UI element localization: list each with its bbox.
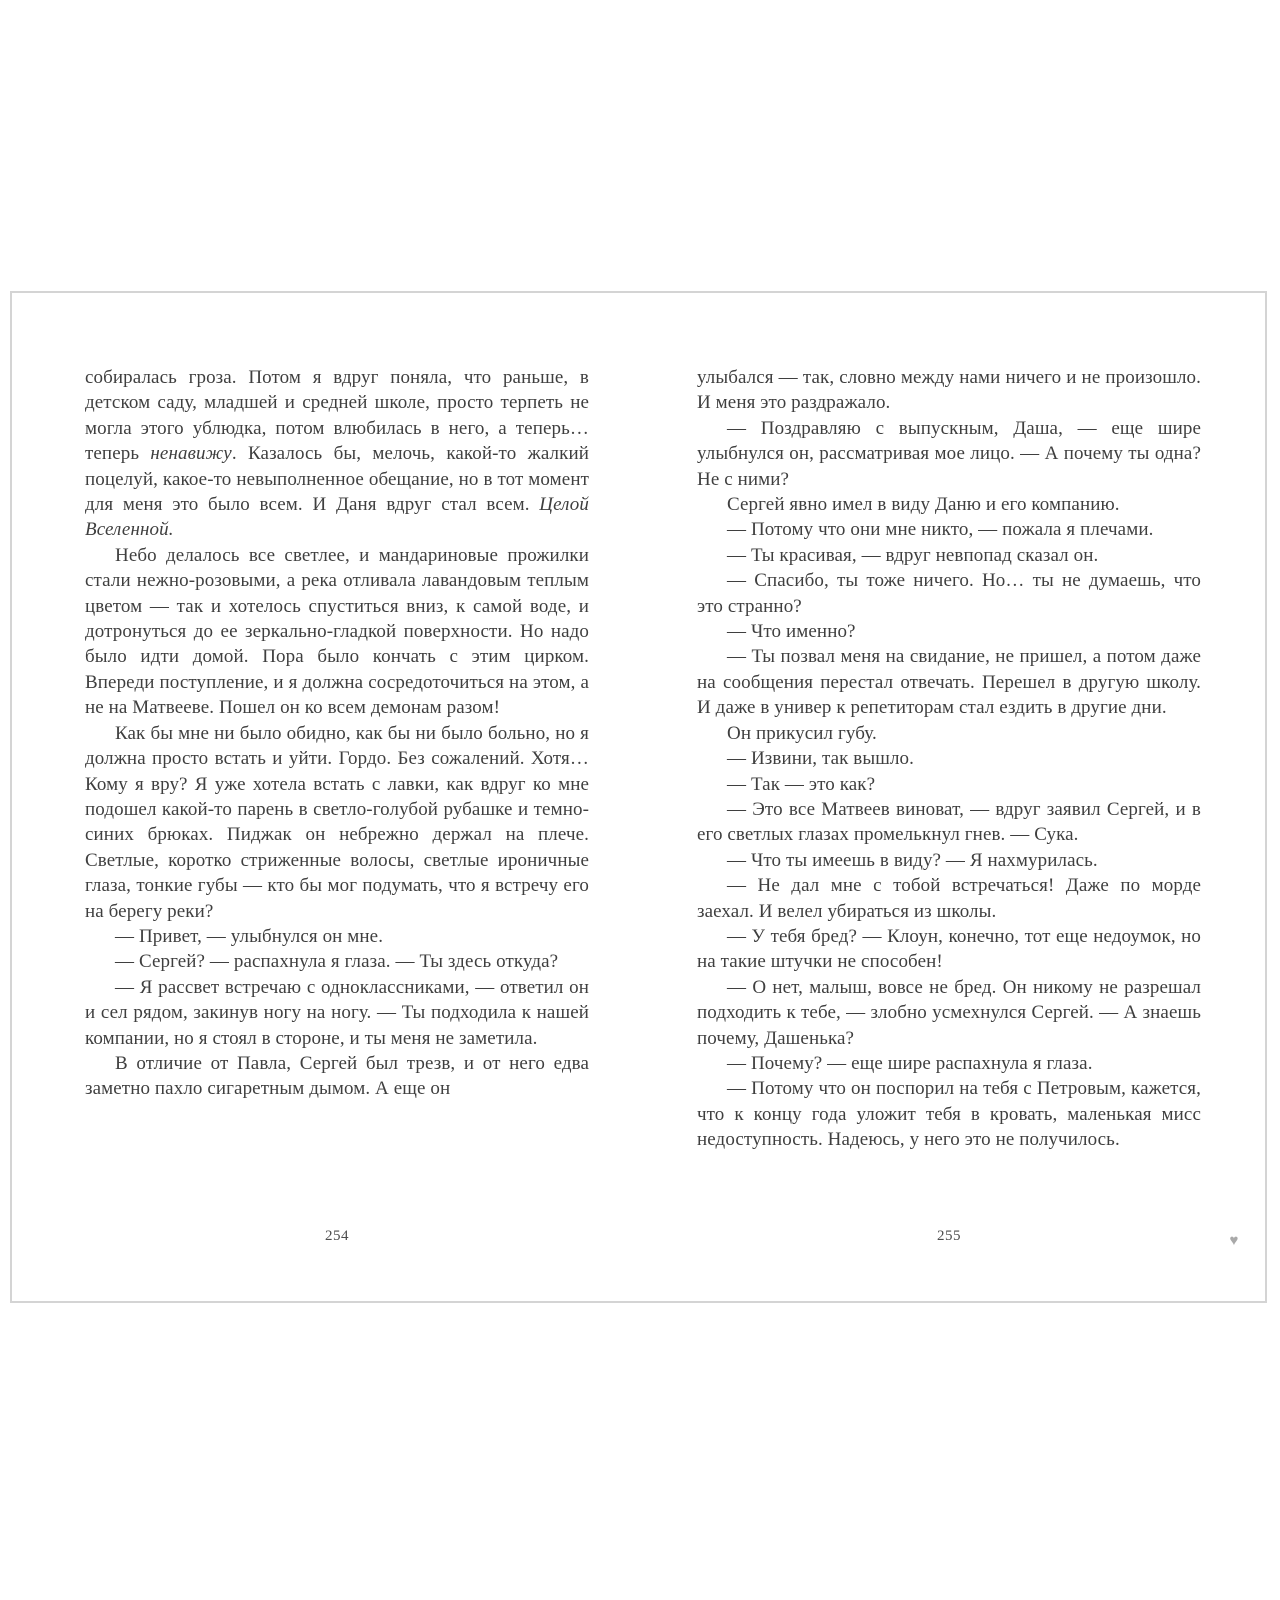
text-run: — Не дал мне с тобой встречаться! Даже по морде заехал. И велел убираться из школы.	[697, 875, 1201, 922]
paragraph	[697, 416, 1201, 492]
text-run: — Спасибо, ты тоже ничего. Но… ты не думаешь, что это странно?	[697, 570, 1201, 617]
right-page-text	[697, 365, 1201, 1153]
text-run: — Почему? — еще шире распахнула я глаза.	[727, 1052, 1093, 1074]
paragraph	[85, 543, 589, 721]
text-run: Сергей явно имел в виду Даню и его компанию.	[727, 494, 1120, 516]
text-run: — Потому что он поспорил на тебя с Петровым, кажется, что к концу года уложит тебя в кровать, маленькая мисс недоступность. Надеюсь, у него это не получилось.	[697, 1078, 1201, 1151]
paragraph	[85, 721, 589, 924]
text-run: улыбался — так, словно между нами ничего и не произошло. И меня это раздражало.	[697, 367, 1201, 414]
paragraph	[697, 517, 1201, 542]
text-run: собиралась гроза. Потом я вдруг поняла, что раньше, в детском саду, младшей и средней школе, просто терпеть не могла этого ублюдка, потом влюбилась в него, а теперь… теперь	[85, 367, 589, 465]
text-run: — Потому что они мне никто, — пожала я плечами.	[727, 519, 1154, 541]
text-run: — Поздравляю с выпускным, Даша, — еще шире улыбнулся он, рассматривая мое лицо. — А почему ты одна? Не с ними?	[697, 417, 1201, 490]
paragraph	[697, 721, 1201, 746]
text-run: — Извини, так вышло.	[727, 748, 914, 770]
paragraph	[697, 568, 1201, 619]
text-run: — Ты позвал меня на свидание, не пришел, а потом даже на сообщения перестал отвечать. Перешел в другую школу. И даже в универ к репетиторам стал ездить в другие дни.	[697, 646, 1201, 719]
paragraph	[85, 924, 589, 949]
page-number-left: 254	[325, 1228, 349, 1244]
favorite-heart-icon[interactable]: ♥	[1229, 1233, 1239, 1249]
paragraph	[697, 365, 1201, 416]
text-run: — Это все Матвеев виноват, — вдруг заявил Сергей, и в его светлых глазах промелькнул гнев. — Сука.	[697, 798, 1201, 846]
emphasized-text: ненавижу	[150, 443, 232, 465]
paragraph	[697, 848, 1201, 873]
emphasized-text: Целой Вселенной.	[85, 494, 589, 541]
paragraph	[697, 1076, 1201, 1152]
page-number-right: 255	[937, 1228, 961, 1244]
text-run: — Так — это как?	[727, 773, 876, 795]
text-run: В отличие от Павла, Сергей был трезв, и от него едва заметно пахло сигаретным дымом. А еще он	[85, 1052, 589, 1100]
paragraph	[85, 365, 589, 543]
text-run: — Привет, — улыбнулся он мне.	[115, 925, 384, 947]
paragraph	[697, 797, 1201, 848]
left-page-text	[85, 365, 589, 1102]
text-run: — Ты красивая, — вдруг невпопад сказал он.	[727, 544, 1099, 566]
text-run: — Что именно?	[727, 621, 856, 643]
paragraph	[697, 975, 1201, 1051]
paragraph	[85, 975, 589, 1051]
paragraph	[697, 772, 1201, 797]
text-run: — Я рассвет встречаю с одноклассниками, — ответил он и сел рядом, закинув ногу на ногу. — Ты подходила к нашей компании, но я стоял в стороне, и ты меня не заметила.	[85, 976, 589, 1049]
text-run: Он прикусил губу.	[727, 722, 877, 744]
paragraph	[697, 492, 1201, 517]
paragraph	[697, 644, 1201, 720]
paragraph	[697, 746, 1201, 771]
paragraph	[697, 543, 1201, 568]
paragraph	[85, 1051, 589, 1102]
text-run: Как бы мне ни было обидно, как бы ни было больно, но я должна просто встать и уйти. Гордо. Без сожалений. Хотя… Кому я вру? Я уже хотела встать с лавки, как вдруг ко мне подошел какой-то парень в светло-голубой рубашке и темно-синих брюках. Пиджак он небрежно держал на плече. Светлые, коротко стриженные волосы, светлые ироничные глаза, тонкие губы — кто бы мог подумать, что я встречу его на берегу реки?	[85, 722, 589, 922]
text-run: . Казалось бы, мелочь, какой-то жалкий поцелуй, какое-то невыполненное обещание, но в тот момент для меня это было всем. И Даня вдруг стал всем.	[85, 443, 589, 516]
paragraph	[697, 1051, 1201, 1076]
text-run: Небо делалось все светлее, и мандариновые прожилки стали нежно-розовыми, а река отливала лавандовым теплым цветом — так и хотелось спуститься вниз, к самой воде, и дотронуться до ее зеркально-гладкой поверхности. Но надо было идти домой. Пора было кончать с этим цирком. Впереди поступление, и я должна сосредоточиться на этом, а не на Матвееве. Пошел он ко всем демонам разом!	[85, 544, 589, 719]
text-run: — У тебя бред? — Клоун, конечно, тот еще недоумок, но на такие штучки не способен!	[697, 925, 1201, 973]
paragraph	[697, 873, 1201, 924]
paragraph	[697, 924, 1201, 975]
text-run: — Что ты имеешь в виду? — Я нахмурилась.	[727, 849, 1098, 871]
paragraph	[697, 619, 1201, 644]
paragraph	[85, 949, 589, 974]
text-run: — О нет, малыш, вовсе не бред. Он никому не разрешал подходить к тебе, — злобно усмехнулся Сергей. — А знаешь почему, Дашенька?	[697, 976, 1201, 1049]
text-run: — Сергей? — распахнула я глаза. — Ты здесь откуда?	[115, 951, 559, 973]
book-page-spread	[10, 291, 1267, 1303]
